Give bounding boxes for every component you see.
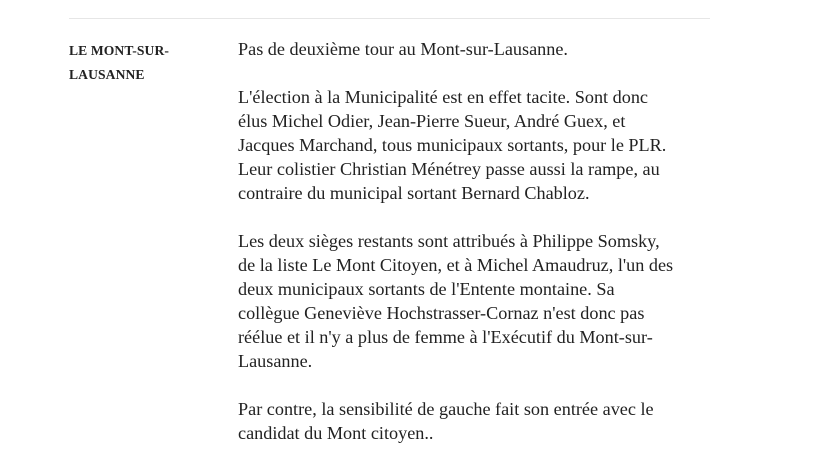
paragraph-remaining-seats: Les deux sièges restants sont attribués à Philippe Somsky, de la liste Le Mont Citoyen, et à Michel Amaudruz, l'un des deux municipaux sortants de l'Entente montaine. Sa collègue Geneviève Hochstrasser-Cornaz n'est donc pas réélue et il n'y a plus de femme à l'Exécutif du Mont-sur- Lausanne. xyxy=(238,231,674,371)
paragraph-left-entry: Par contre, la sensibilité de gauche fait son entrée avec le candidat du Mont citoyen.. xyxy=(238,399,654,443)
section-divider xyxy=(69,18,710,19)
municipality-name: LE MONT-SUR- LAUSANNE xyxy=(69,43,170,82)
paragraph-tacit-election: L'élection à la Municipalité est en effet tacite. Sont donc élus Michel Odier, Jean-Pierre Sueur, André Guex, et Jacques Marchand, tous municipaux sortants, pour le PLR. Leur colistier Christian Ménétrey passe aussi la rampe, au contraire du municipal sortant Bernard Chabloz. xyxy=(238,87,667,203)
paragraph-intro: Pas de deuxième tour au Mont-sur-Lausanne. xyxy=(238,39,568,59)
entry-body xyxy=(238,37,708,469)
